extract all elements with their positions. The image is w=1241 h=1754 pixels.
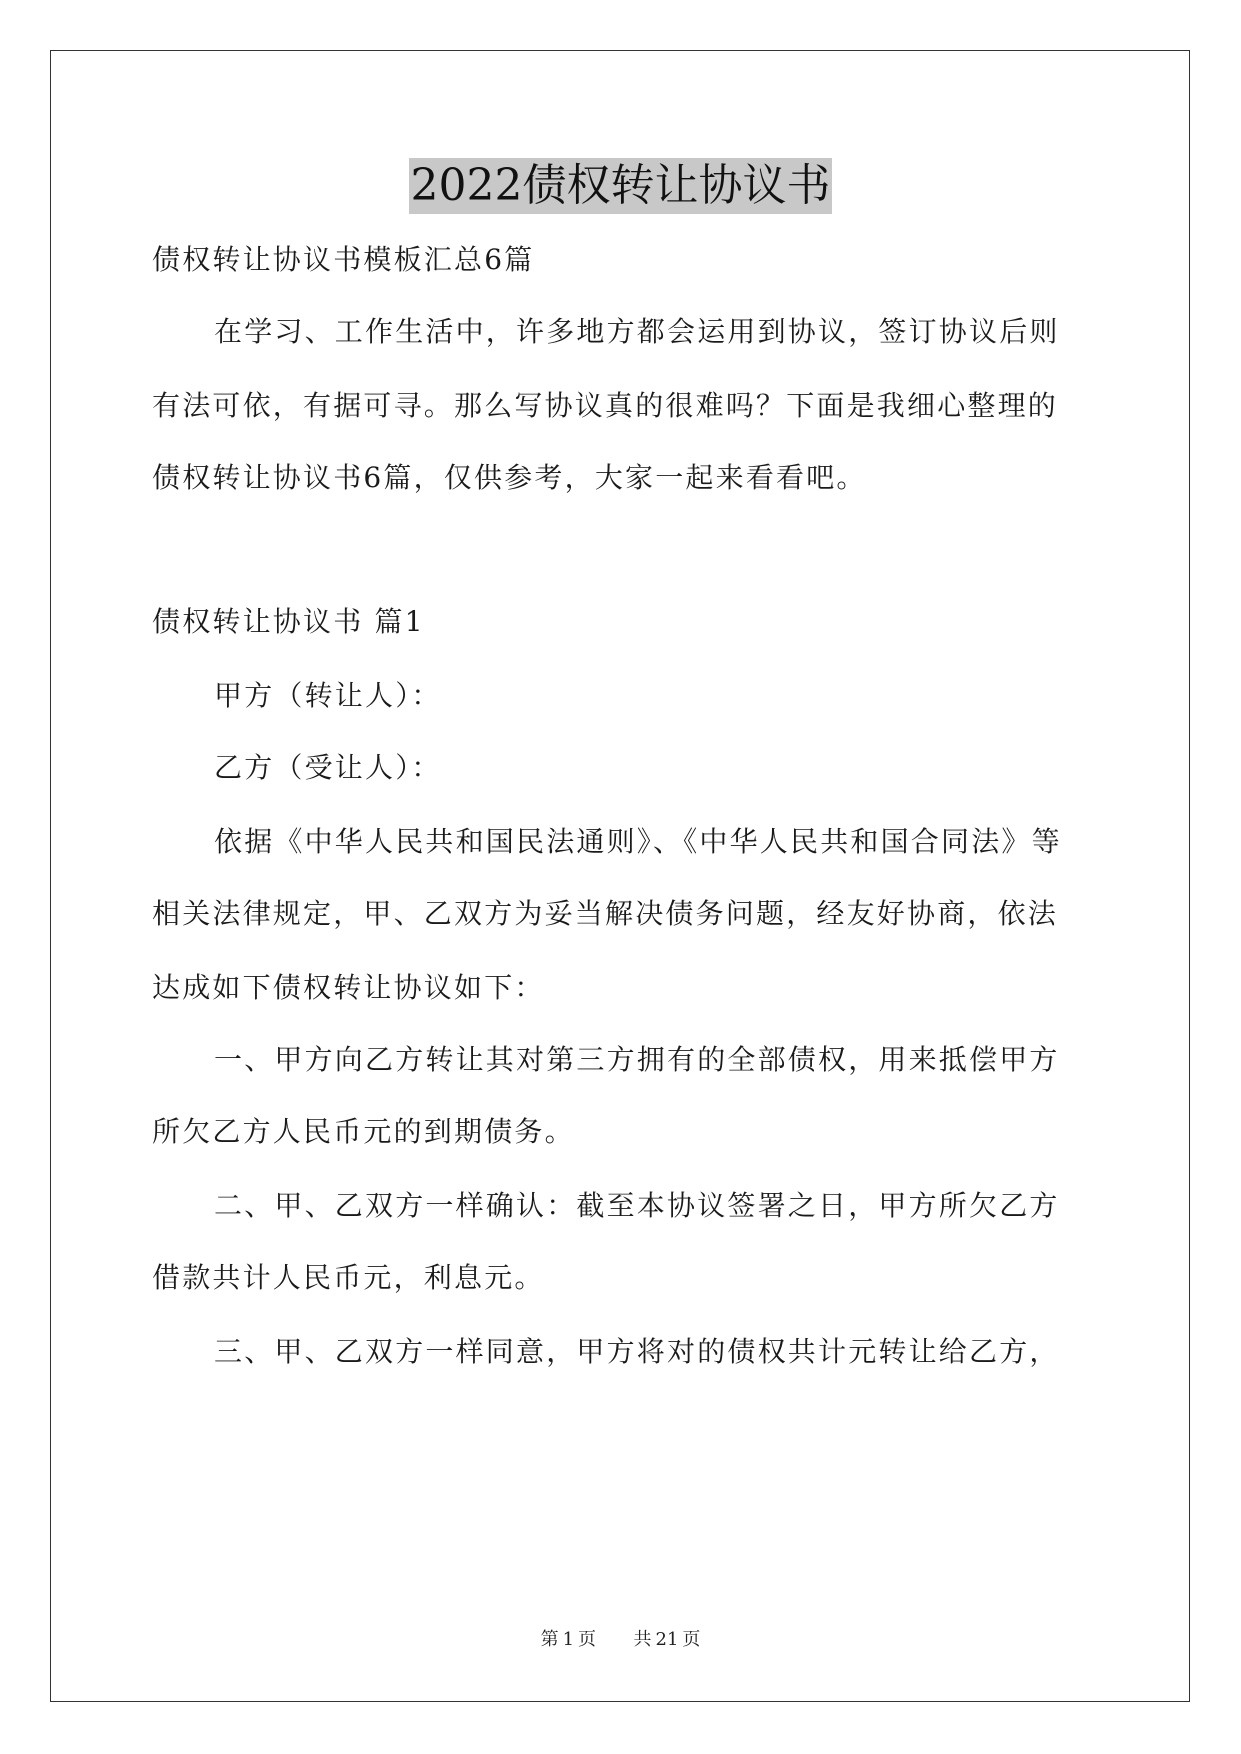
page-prefix: 第: [540, 1629, 559, 1650]
intro-line: 有法可依，有据可寻。那么写协议真的很难吗？下面是我细心整理的: [152, 389, 1059, 422]
section-heading: 债权转让协议书 篇1: [152, 605, 425, 638]
clause-3-line: 三、甲、乙双方一样同意，甲方将对的债权共计元转让给乙方，: [214, 1335, 1060, 1368]
clause-2-line: 借款共计人民币元，利息元。: [152, 1261, 545, 1294]
total-pages: 21: [655, 1629, 679, 1650]
clause-1-line: 一、甲方向乙方转让其对第三方拥有的全部债权，用来抵偿甲方: [214, 1043, 1060, 1076]
clause-1-line: 所欠乙方人民币元的到期债务。: [152, 1115, 575, 1148]
basis-line: 相关法律规定，甲、乙双方为妥当解决债务问题，经友好协商，依法: [152, 897, 1059, 930]
total-suffix: 页: [682, 1629, 701, 1650]
basis-line: 达成如下债权转让协议如下：: [152, 971, 545, 1004]
document-subtitle: 债权转让协议书模板汇总6篇: [152, 243, 535, 276]
title-container: [0, 158, 1241, 214]
clause-2-line: 二、甲、乙双方一样确认：截至本协议签署之日，甲方所欠乙方: [214, 1189, 1060, 1222]
page-suffix: 页: [578, 1629, 597, 1650]
intro-line: 债权转让协议书6篇，仅供参考，大家一起来看看吧。: [152, 461, 867, 494]
page-number: 1: [562, 1629, 575, 1650]
page-footer: [0, 1628, 1241, 1652]
intro-line: 在学习、工作生活中，许多地方都会运用到协议，签订协议后则: [214, 315, 1060, 348]
page-border: [50, 50, 1190, 1702]
party-a-label: 甲方（转让人）：: [214, 679, 442, 712]
basis-line: 依据《中华人民共和国民法通则》、《中华人民共和国合同法》等: [214, 825, 1062, 858]
party-b-label: 乙方（受让人）：: [214, 751, 442, 784]
document-title: 2022债权转让协议书: [409, 158, 833, 214]
total-prefix: 共: [633, 1629, 652, 1650]
